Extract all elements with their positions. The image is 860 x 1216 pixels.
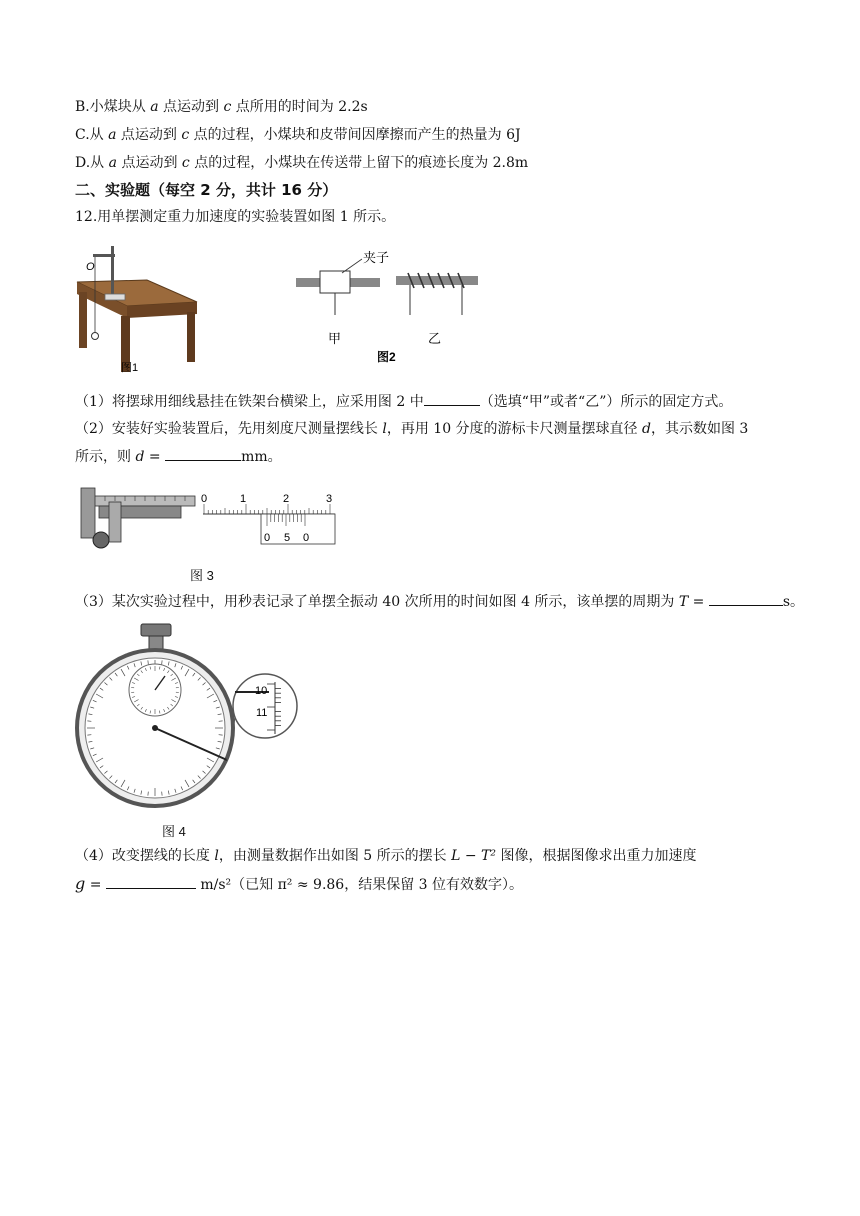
option-b	[75, 97, 368, 117]
part-2-line-2	[75, 446, 282, 467]
option-c-text-mid: 点运动到	[116, 127, 182, 143]
option-b-text: B.小煤块从	[75, 99, 151, 115]
var-d: d	[135, 449, 145, 465]
part-4	[75, 846, 696, 866]
part-1-text-end: （选填“甲”或者“乙”）所示的固定方式。	[479, 394, 733, 410]
part-1	[75, 391, 732, 412]
clip-label: 夹子	[363, 250, 390, 265]
var-t: T	[678, 594, 689, 610]
equals-sign: =	[688, 594, 709, 610]
part-4-text-end: 图像，根据图像求出重力加速度	[496, 848, 697, 864]
option-c	[75, 125, 521, 145]
answer-blank-2[interactable]	[165, 446, 241, 461]
var-l: l	[214, 848, 219, 864]
part-4-note: （已知 π² ≈ 9.86，结果保留 3 位有效数字）。	[231, 877, 524, 893]
section-title: 二、实验题（每空 2 分，共计 16 分）	[75, 181, 338, 199]
option-c-text: C.从	[75, 127, 109, 143]
label-o: O	[86, 261, 95, 273]
option-c-text-end: 点的过程，小煤块和皮带间因摩擦而产生的热量为 6J	[189, 127, 521, 143]
label-jia: 甲	[328, 331, 342, 346]
main-tick-0: 0	[201, 493, 208, 505]
var-c: c	[181, 127, 190, 143]
vernier-tick-10: 0	[303, 532, 310, 544]
option-d	[75, 153, 528, 173]
unit-s: s。	[782, 594, 805, 610]
var-c: c	[181, 155, 190, 171]
main-tick-2: 2	[283, 493, 290, 505]
figure-2-clamp	[292, 243, 492, 368]
answer-blank-1[interactable]	[424, 391, 480, 406]
part-4-line-2	[75, 874, 523, 895]
var-a: a	[108, 127, 117, 143]
figure-4-stopwatch	[75, 618, 305, 818]
vernier-tick-5: 5	[284, 532, 291, 544]
var-d: d	[642, 421, 651, 437]
option-d-text-end: 点的过程，小煤块在传送带上留下的痕迹长度为 2.8m	[189, 155, 529, 171]
question-stem: 12.用单摆测定重力加速度的实验装置如图 1 所示。	[75, 209, 396, 225]
unit-mm: mm。	[241, 449, 282, 465]
var-c: c	[223, 99, 232, 115]
part-2-text-end: ，其示数如图 3	[650, 421, 749, 437]
var-a: a	[150, 99, 159, 115]
label-yi: 乙	[428, 331, 442, 346]
zoom-label-10: 10	[255, 685, 268, 697]
vernier-tick-0: 0	[264, 532, 271, 544]
part-2b-text: 所示，则	[75, 449, 136, 465]
part-2-text: （2）安装好实验装置后，先用刻度尺测量摆线长	[75, 421, 383, 437]
option-b-text-end: 点所用的时间为 2.2s	[231, 99, 368, 115]
part-4-text-mid: ，由测量数据作出如图 5 所示的摆长	[218, 848, 452, 864]
var-g: g	[75, 874, 86, 893]
var-l: l	[382, 421, 387, 437]
answer-blank-4[interactable]	[106, 874, 196, 889]
unit-ms2: m/s²	[195, 877, 232, 893]
zoom-label-11: 11	[256, 707, 268, 719]
option-d-text-mid: 点运动到	[117, 155, 182, 171]
part-4-text: （4）改变摆线的长度	[75, 848, 215, 864]
figure-1-caption: 图1	[121, 362, 139, 374]
figure-4-caption: 图 4	[162, 824, 186, 839]
equals-sign: =	[85, 877, 106, 893]
figure-2-caption: 图2	[377, 350, 396, 364]
part-2-text-mid: ，再用 10 分度的游标卡尺测量摆球直径	[386, 421, 643, 437]
part-3	[75, 591, 804, 612]
part-3-text: （3）某次实验过程中，用秒表记录了单摆全振动 40 次所用的时间如图 4 所示，该单摆的周期为	[75, 594, 679, 610]
option-d-text: D.从	[75, 155, 109, 171]
part-1-text: （1）将摆球用细线悬挂在铁架台横梁上，应采用图 2 中	[75, 394, 424, 410]
var-a: a	[108, 155, 117, 171]
answer-blank-3[interactable]	[709, 591, 783, 606]
figure-1-pendulum	[75, 240, 200, 375]
part-2	[75, 419, 748, 439]
main-tick-1: 1	[240, 493, 247, 505]
equals-sign: =	[144, 449, 166, 465]
figure-3-caption: 图 3	[190, 568, 214, 583]
main-tick-3: 3	[326, 493, 333, 505]
option-b-text-mid: 点运动到	[158, 99, 224, 115]
expr-l-t2: L − T²	[451, 848, 496, 864]
